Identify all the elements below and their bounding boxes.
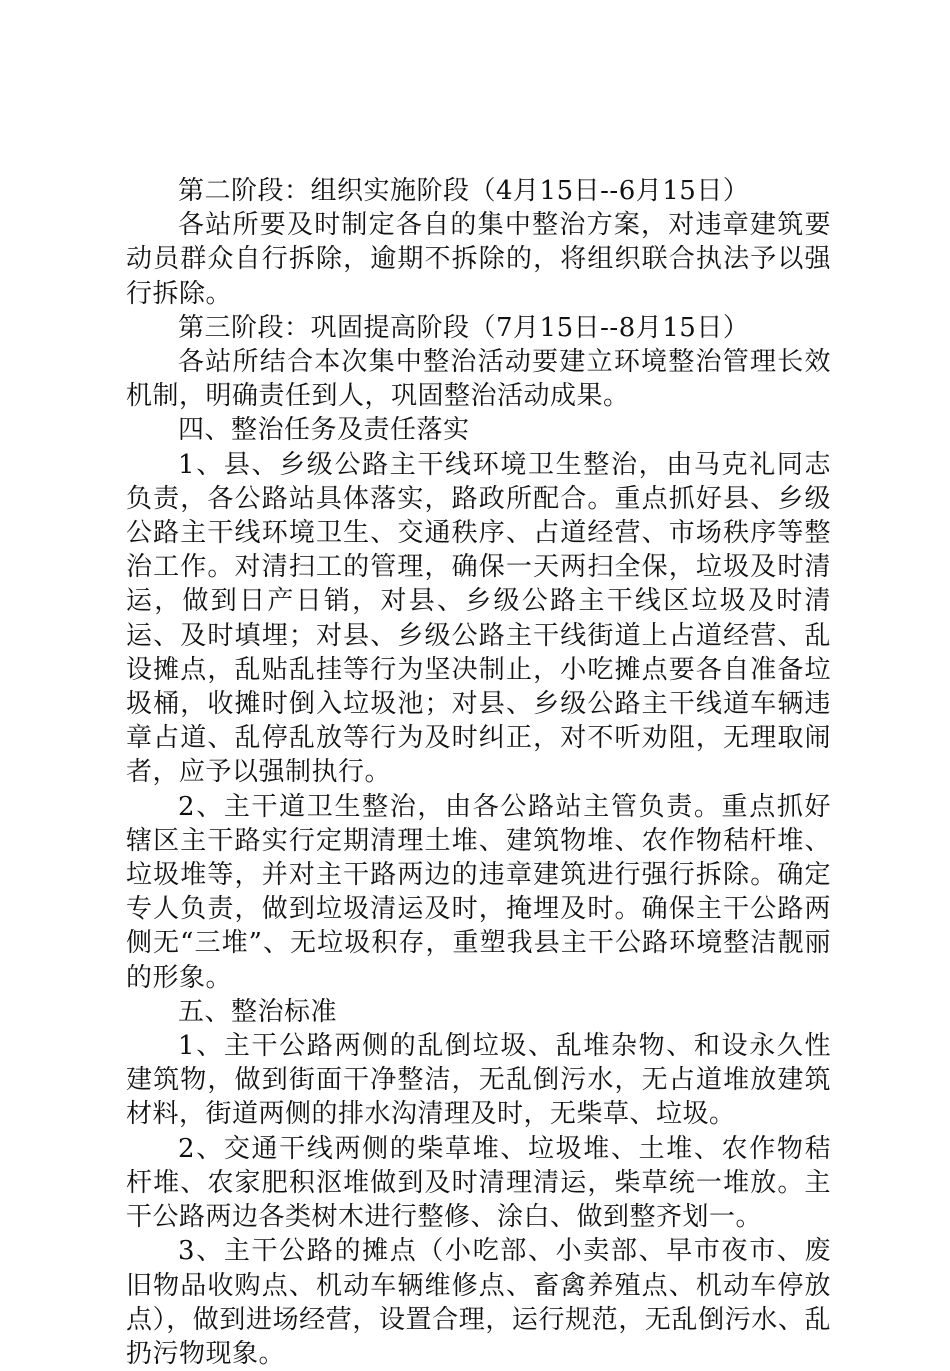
- paragraph-standard-3: 3、主干公路的摊点（小吃部、小卖部、早市夜市、废旧物品收购点、机动车辆维修点、畜禽养殖点、机动车停放点），做到进场经营，设置合理，运行规范，无乱倒污水、乱扔污物现象。: [126, 1236, 831, 1369]
- paragraph-standard-1: 1、主干公路两侧的乱倒垃圾、乱堆杂物、和设永久性建筑物，做到街面干净整洁，无乱倒污水，无占道堆放建筑材料，街道两侧的排水沟清理及时，无柴草、垃圾。: [126, 1031, 831, 1130]
- paragraph-task-2: 2、主干道卫生整治，由各公路站主管负责。重点抓好辖区主干路实行定期清理土堆、建筑物堆、农作物秸杆堆、垃圾堆等，并对主干路两边的违章建筑进行强行拆除。确定专人负责，做到垃圾清运及时，掩埋及时。确保主干公路两侧无“三堆”、无垃圾积存，重塑我县主干公路环境整洁靓丽的形象。: [126, 791, 831, 993]
- paragraph-phase-two-heading: 第二阶段：组织实施阶段（4月15日--6月15日）: [178, 176, 750, 206]
- document-body: [126, 174, 831, 1371]
- paragraph-task-1: 1、县、乡级公路主干线环境卫生整治，由马克礼同志负责，各公路站具体落实，路政所配合。重点抓好县、乡级公路主干线环境卫生、交通秩序、占道经营、市场秩序等整治工作。对清扫工的管理，确保一天两扫全保，垃圾及时清运，做到日产日销，对县、乡级公路主干线区垃圾及时清运、及时填埋；对县、乡级公路主干线街道上占道经营、乱设摊点，乱贴乱挂等行为坚决制止，小吃摊点要各自准备垃圾桶，收摊时倒入垃圾池；对县、乡级公路主干线道车辆违章占道、乱停乱放等行为及时纠正，对不听劝阻，无理取闹者，应予以强制执行。: [126, 449, 831, 788]
- paragraph-phase-three-body: 各站所结合本次集中整治活动要建立环境整治管理长效机制，明确责任到人，巩固整治活动成果。: [126, 347, 831, 412]
- section-heading-standards: 五、整治标准: [178, 996, 338, 1027]
- paragraph-standard-2: 2、交通干线两侧的柴草堆、垃圾堆、土堆、农作物秸杆堆、农家肥积沤堆做到及时清理清运，柴草统一堆放。主干公路两边各类树木进行整修、涂白、做到整齐划一。: [126, 1133, 831, 1233]
- paragraph-phase-two-body: 各站所要及时制定各自的集中整治方案，对违章建筑要动员群众自行拆除，逾期不拆除的，将组织联合执法予以强行拆除。: [126, 210, 831, 309]
- paragraph-phase-three-heading: 第三阶段：巩固提高阶段（7月15日--8月15日）: [178, 312, 750, 343]
- section-heading-tasks: 四、整治任务及责任落实: [178, 415, 470, 446]
